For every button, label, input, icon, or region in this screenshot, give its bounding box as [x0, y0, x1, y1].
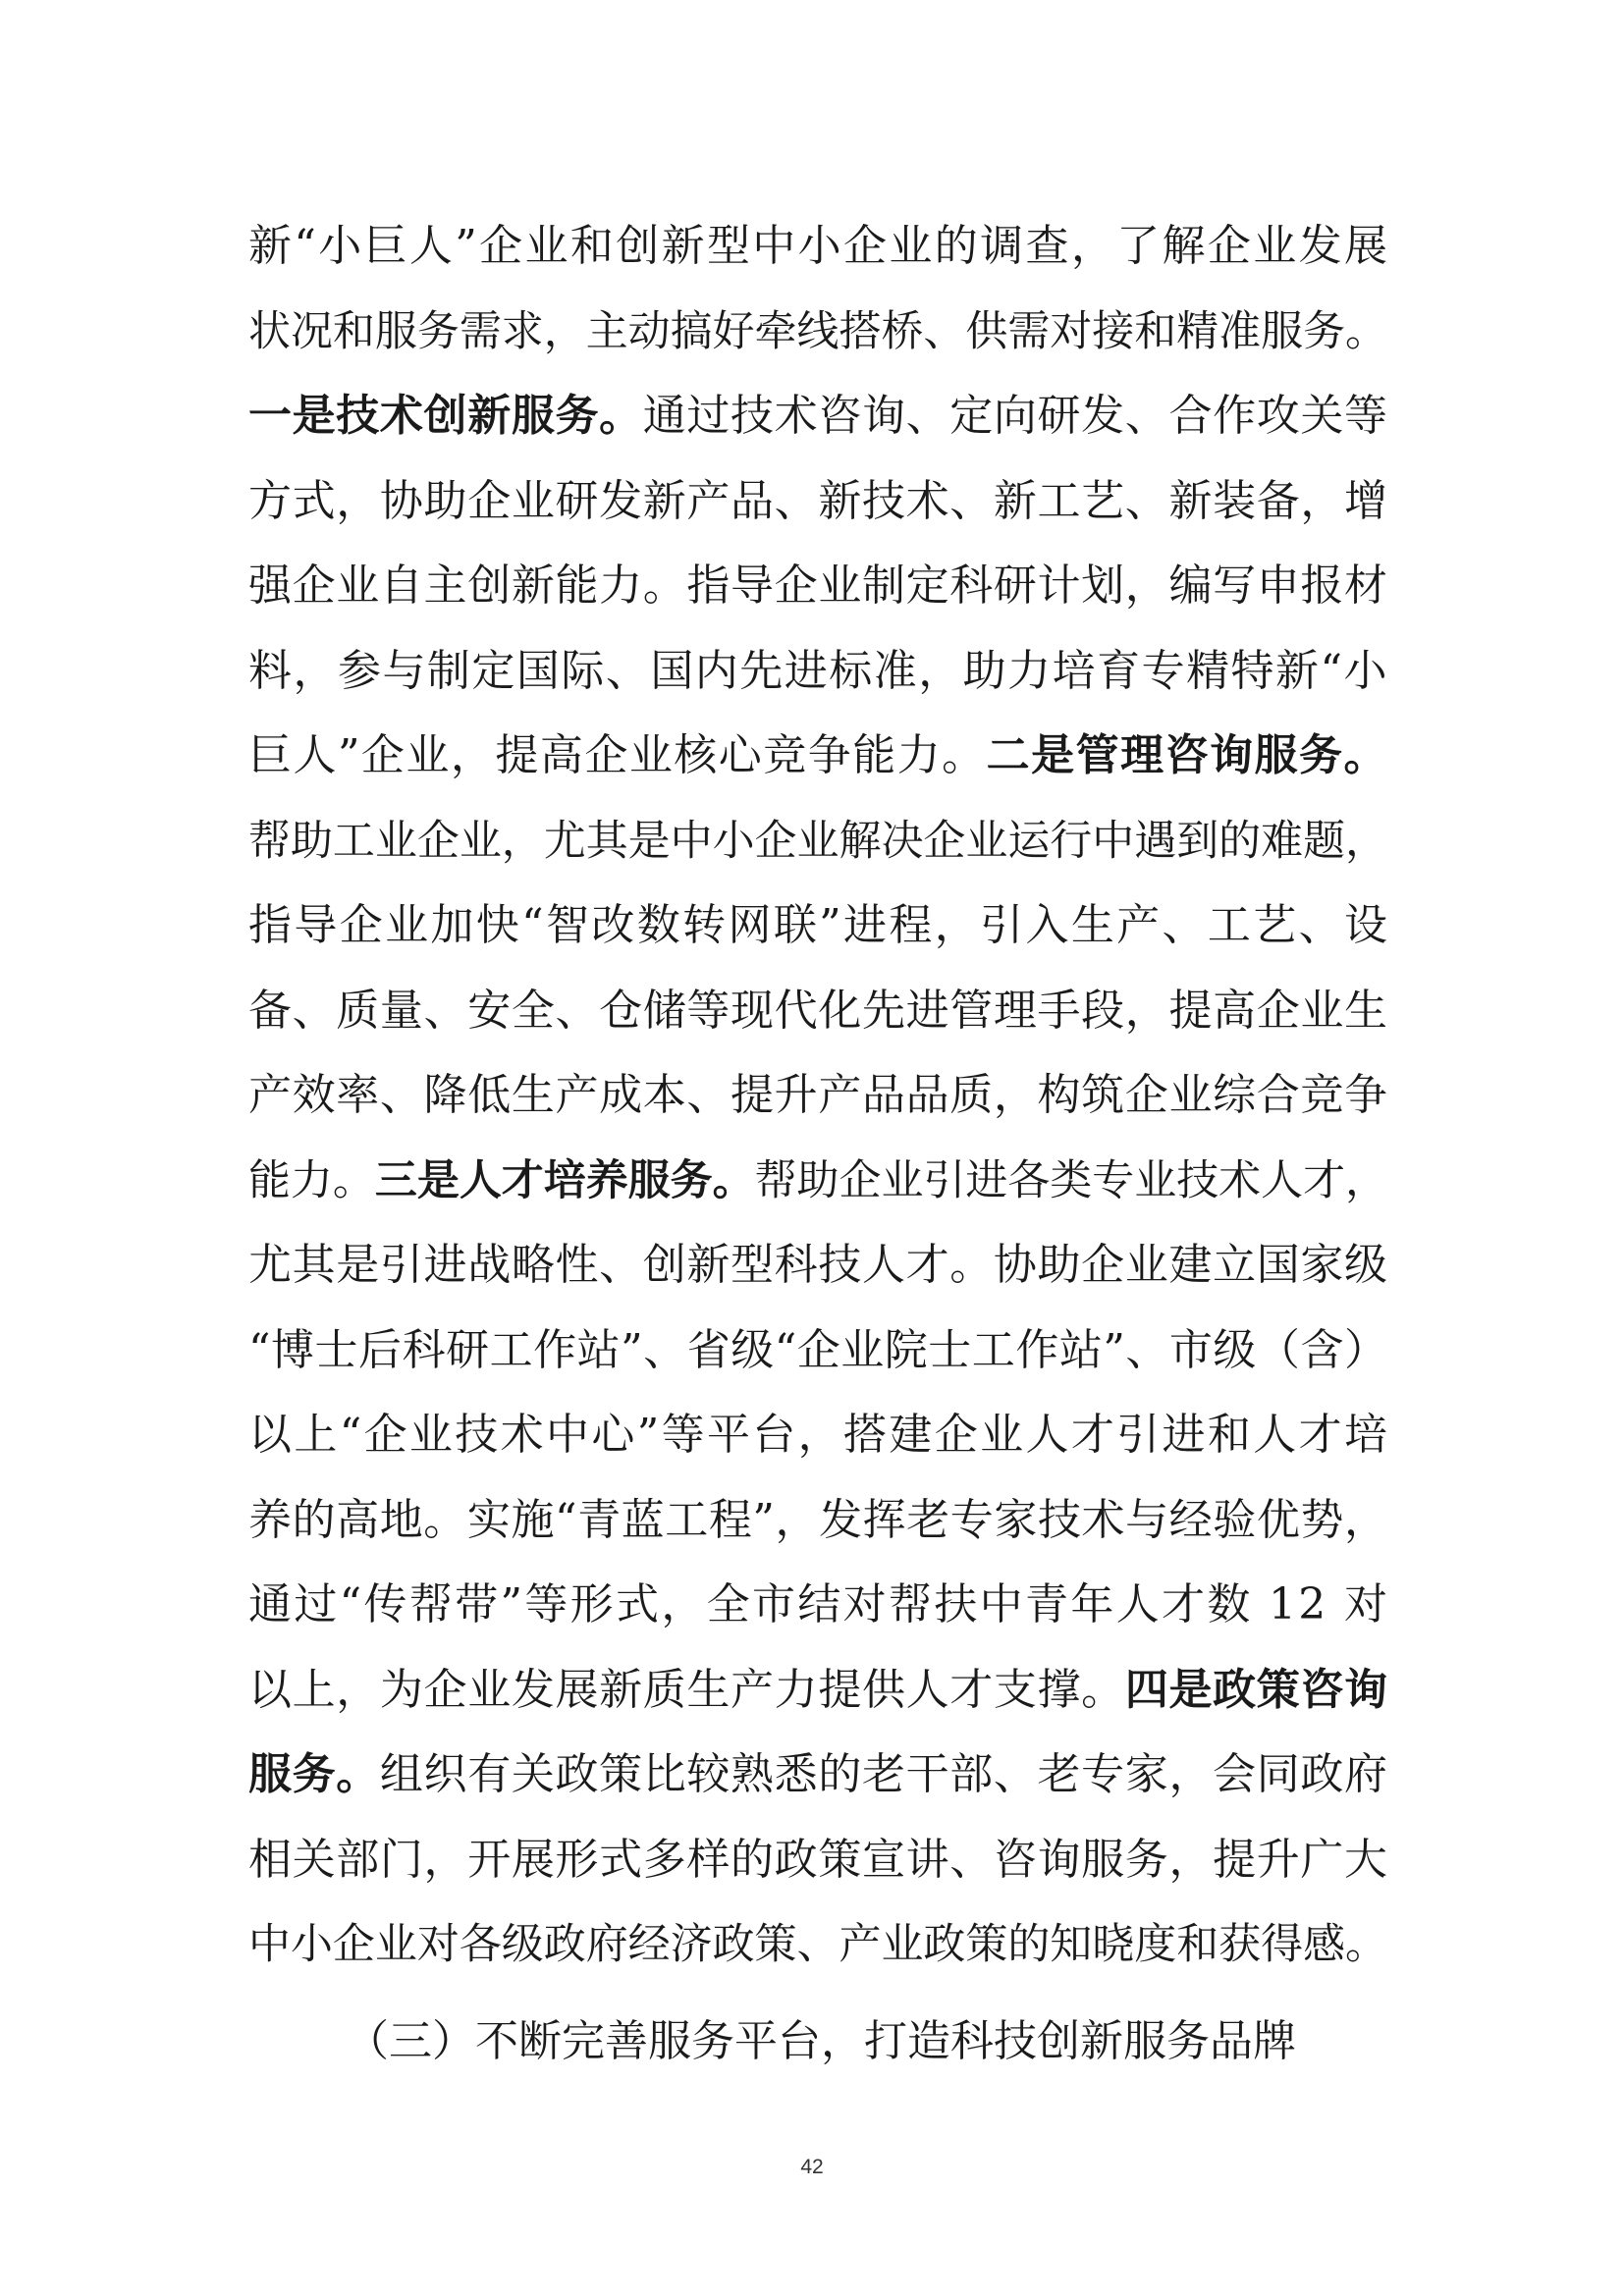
- page-number: 42: [800, 2156, 824, 2178]
- text-run: 养的高地。实施“青蓝工程”，发挥老专家技术与经验优势，: [248, 1494, 1388, 1545]
- text-line: [248, 883, 1390, 969]
- text-line: [248, 290, 1387, 375]
- text-line: [248, 1393, 1390, 1478]
- text-line: [248, 1648, 1387, 1734]
- text-run: 以上，为企业发展新质生产力提供人才支撑。: [248, 1664, 1125, 1715]
- text-run: 尤其是引进战略性、创新型科技人才。协助企业建立国家级: [248, 1240, 1388, 1290]
- bold-text-run: 四是政策咨询: [1124, 1664, 1388, 1715]
- text-run: 中小企业对各级政府经济政策、产业政策的知晓度和获得感。: [248, 1920, 1387, 1969]
- text-line: [248, 1053, 1387, 1139]
- text-run: 组织有关政策比较熟悉的老干部、老专家，会同政府: [379, 1749, 1388, 1799]
- section-heading: （三）不断完善服务平台，打造科技创新服务品牌: [346, 2016, 1296, 2066]
- bold-text-run: 服务。: [248, 1749, 380, 1799]
- text-run: 通过技术咨询、定向研发、合作攻关等: [642, 391, 1388, 441]
- text-line: [248, 204, 1390, 290]
- text-line: [248, 1478, 1387, 1564]
- text-line: [248, 1902, 1387, 1988]
- text-run: 备、质量、安全、仓储等现代化先进管理手段，提高企业生: [248, 985, 1388, 1036]
- bold-text-run: 一是技术创新服务。: [248, 391, 643, 441]
- text-line: [248, 1563, 1390, 1648]
- text-run: 状况和服务需求，主动搞好牵线搭桥、供需对接和精准服务。: [248, 306, 1387, 356]
- text-line: [248, 629, 1387, 715]
- text-run: 能力。: [248, 1155, 375, 1205]
- text-run: 料，参与制定国际、国内先进标准，助力培育专精特新“小: [248, 645, 1388, 696]
- text-run: “博士后科研工作站”、省级“企业院士工作站”、市级（含）: [248, 1324, 1388, 1375]
- text-run: 指导企业加快“智改数转网联”进程，引入生产、工艺、设: [248, 900, 1390, 950]
- text-line: [248, 969, 1387, 1054]
- body-text: [248, 204, 1390, 1988]
- text-line: [248, 459, 1387, 545]
- text-run: 巨人”企业，提高企业核心竞争能力。: [248, 730, 987, 780]
- text-run: 新“小巨人”企业和创新型中小企业的调查，了解企业发展: [248, 221, 1390, 271]
- text-run: 相关部门，开展形式多样的政策宣讲、咨询服务，提升广大: [248, 1834, 1388, 1885]
- text-run: 通过“传帮带”等形式，全市结对帮扶中青年人才数 12 对: [248, 1579, 1390, 1629]
- text-line: [248, 1818, 1387, 1903]
- text-run: 产效率、降低生产成本、提升产品品质，构筑企业综合竞争: [248, 1070, 1388, 1120]
- text-run: 帮助企业引进各类专业技术人才，: [754, 1155, 1388, 1205]
- bold-text-run: 二是管理咨询服务。: [986, 730, 1388, 780]
- text-line: [248, 714, 1387, 799]
- text-line: [248, 799, 1387, 884]
- text-line: [248, 1733, 1387, 1818]
- text-line: [248, 1223, 1387, 1308]
- bold-text-run: 三是人才培养服务。: [374, 1155, 755, 1205]
- text-run: 以上“企业技术中心”等平台，搭建企业人才引进和人才培: [248, 1410, 1390, 1460]
- text-line: [248, 374, 1387, 459]
- text-run: 强企业自主创新能力。指导企业制定科研计划，编写申报材: [248, 561, 1388, 611]
- text-run: 方式，协助企业研发新产品、新技术、新工艺、新装备，增: [248, 475, 1388, 526]
- text-run: 帮助工业企业，尤其是中小企业解决企业运行中遇到的难题，: [248, 816, 1387, 866]
- text-line: [248, 1139, 1387, 1224]
- text-line: [248, 544, 1387, 629]
- text-line: [248, 1308, 1387, 1394]
